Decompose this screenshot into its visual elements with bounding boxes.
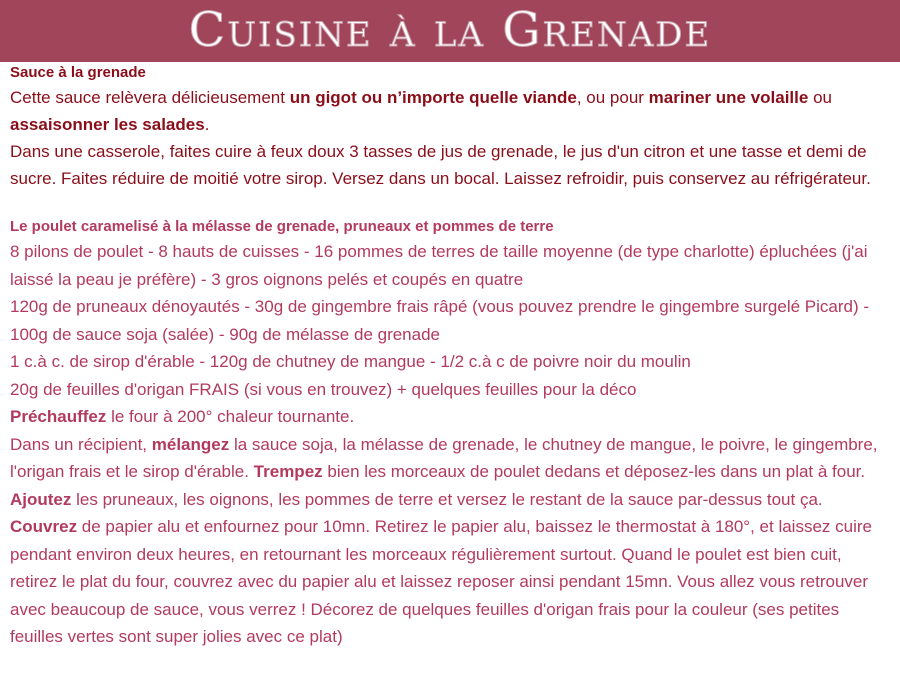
title-banner xyxy=(0,0,900,62)
preheat-text: le four à 200° chaleur tournante. xyxy=(106,407,355,426)
sauce-method: Dans une casserole, faites cuire à feux doux 3 tasses de jus de grenade, le jus d'un citron et une tasse et demi de sucre. Faites réduire de moitié votre sirop. Versez dans un bocal. Laissez refroidir, puis conservez au réfrigérateur. xyxy=(10,142,871,188)
ingredient-line: 120g de pruneaux dénoyautés - 30g de gingembre frais râpé (vous pouvez prendre le gingembre surgelé Picard) - 100g de sauce soja (salée) - 90g de mélasse de grenade xyxy=(10,297,870,344)
sauce-title: Sauce à la grenade xyxy=(10,64,146,81)
step-text: les pruneaux, les oignons, les pommes de terre et versez le restant de la sauce par-dessus tout ça. xyxy=(71,489,823,509)
step-text: la sauce soja, la mélasse de grenade, le chutney de mangue, le poivre, le gingembre, l'origan frais et le sirop d'érable. xyxy=(10,434,878,481)
step-verb: Ajoutez xyxy=(10,489,72,509)
step-text: bien les morceaux de poulet dedans et déposez-les dans un plat à four. xyxy=(322,462,866,481)
page-title: Cuisine à la Grenade xyxy=(188,2,712,58)
preheat-line xyxy=(10,403,892,431)
ingredient-line: 20g de feuilles d'origan FRAIS (si vous en trouvez) + quelques feuilles pour la déco xyxy=(10,379,637,399)
step-text: Dans un récipient, xyxy=(10,434,152,454)
sauce-section xyxy=(10,62,892,192)
sauce-intro-emphasis: un gigot ou n’importe quelle viande xyxy=(289,88,577,107)
instructions xyxy=(10,431,892,651)
sauce-intro-part: ou xyxy=(808,88,832,107)
sauce-intro-emphasis: mariner une volaille xyxy=(648,88,809,107)
sauce-intro xyxy=(10,84,892,138)
ingredient-line: 8 pilons de poulet - 8 hauts de cuisses - 16 pommes de terres de taille moyenne (de type charlotte) épluchées (j'ai laissé la peau je préfère) - 3 gros oignons pelés et coupés en quatre xyxy=(10,242,868,289)
ingredient-line: 1 c.à c. de sirop d'érable - 120g de chutney de mangue - 1/2 c.à c de poivre noir du moulin xyxy=(10,352,691,371)
chicken-title: Le poulet caramelisé à la mélasse de grenade, pruneaux et pommes de terre xyxy=(10,218,554,235)
step-verb: Trempez xyxy=(253,462,323,481)
sauce-intro-part: , ou pour xyxy=(576,88,649,107)
step-verb: mélangez xyxy=(151,434,230,454)
sauce-intro-part: . xyxy=(204,115,210,134)
sauce-intro-emphasis: assaisonner les salades xyxy=(10,115,205,134)
step-text: de papier alu et enfournez pour 10mn. Retirez le papier alu, baissez le thermostat à 180°, et laissez cuire pendant environ deux heures, en retournant les morceaux régulièrement surtout. Quand le poulet est bien cuit, retirez le plat du four, couvrez avec du papier alu et laissez reposer ainsi pendant 15mn. Vous allez vous retrouver avec beaucoup de sauce, vous verrez ! Décorez de quelques feuilles d'origan frais pour la couleur (ses petites feuilles vertes sont super jolies avec ce plat) xyxy=(10,517,872,646)
preheat-verb: Préchauffez xyxy=(10,407,107,426)
chicken-section xyxy=(10,216,892,651)
sauce-intro-part: Cette sauce relèvera délicieusement xyxy=(10,88,290,107)
step-verb: Couvrez xyxy=(10,517,78,536)
